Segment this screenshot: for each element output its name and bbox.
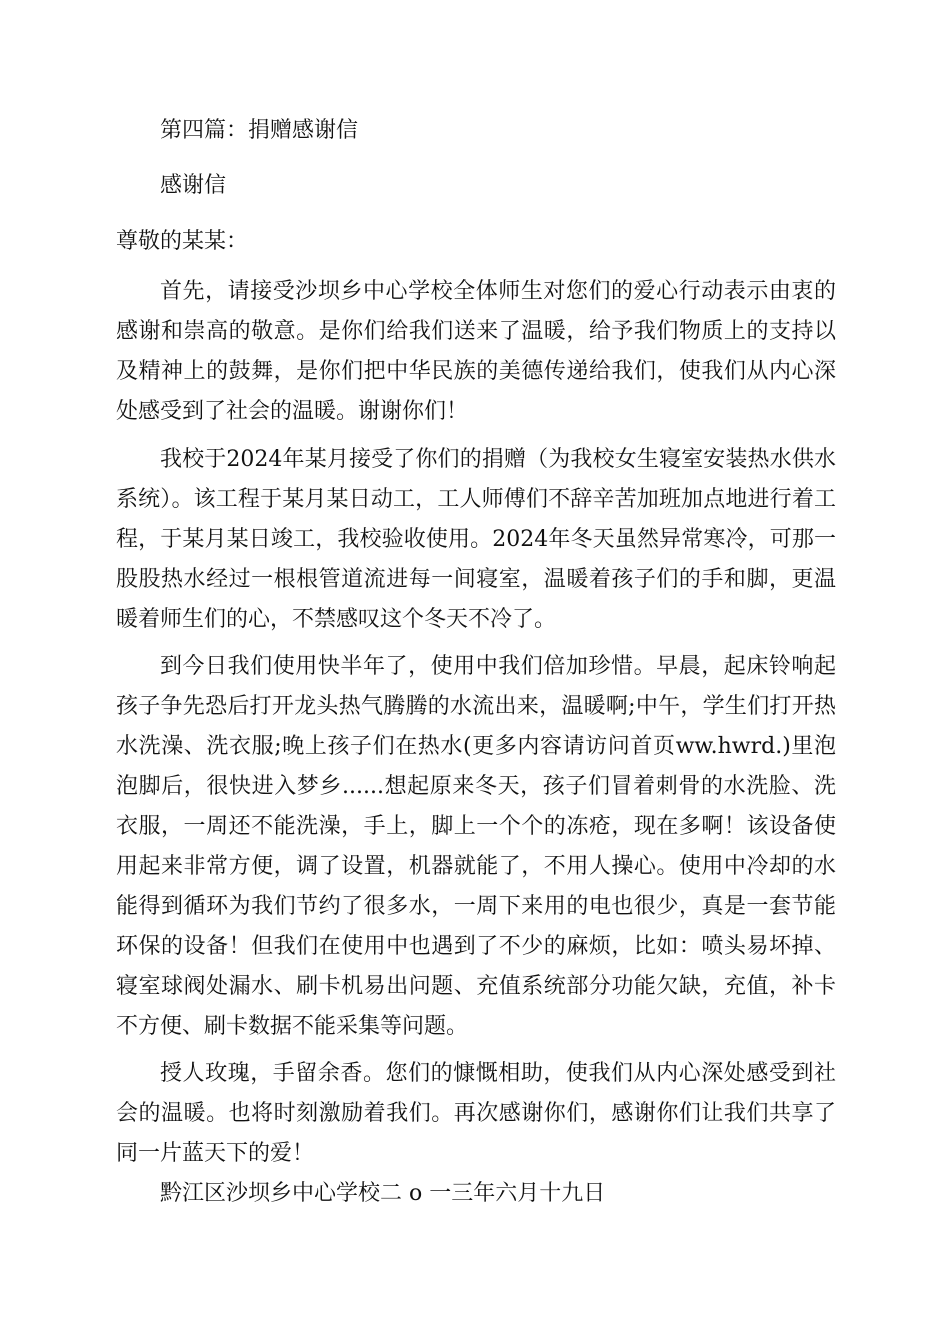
section-heading: 第四篇：捐赠感谢信: [160, 118, 359, 143]
paragraph-1: 首先，请接受沙坝乡中心学校全体师生对您们的爱心行动表示由衷的感谢和崇高的敬意。是你们给我们送来了温暖，给予我们物质上的支持以及精神上的鼓舞，是你们把中华民族的美德传递给我们，使我们从内心深处感受到了社会的温暖。谢谢你们！: [116, 279, 836, 424]
paragraph-3: 到今日我们使用快半年了，使用中我们倍加珍惜。早晨，起床铃响起孩子争先恐后打开龙头热气腾腾的水流出来，温暖啊;中午，学生们打开热水洗澡、洗衣服;晚上孩子们在热水(更多内容请访问首页ww.hwrd.)里泡泡脚后，很快进入梦乡......想起原来冬天，孩子们冒着刺骨的水洗脸、洗衣服，一周还不能洗澡，手上，脚上一个个的冻疮，现在多啊！该设备使用起来非常方便，调了设置，机器就能了，不用人操心。使用中冷却的水能得到循环为我们节约了很多水，一周下来用的电也很少，真是一套节能环保的设备！但我们在使用中也遇到了不少的麻烦，比如：喷头易坏掉、寝室球阀处漏水、刷卡机易出问题、充值系统部分功能欠缺，充值，补卡不方便、刷卡数据不能采集等问题。: [116, 654, 836, 1039]
paragraph-2: 我校于2024年某月接受了你们的捐赠（为我校女生寝室安装热水供水系统）。该工程于某月某日动工，工人师傅们不辞辛苦加班加点地进行着工程，于某月某日竣工，我校验收使用。2024年冬天虽然异常寒冷，可那一股股热水经过一根根管道流进每一间寝室，温暖着孩子们的手和脚，更温暖着师生们的心，不禁感叹这个冬天不冷了。: [116, 447, 836, 632]
letter-title: 感谢信: [160, 173, 227, 198]
salutation: 尊敬的某某：: [116, 229, 249, 254]
paragraph-4: 授人玫瑰，手留余香。您们的慷慨相助，使我们从内心深处感受到社会的温暖。也将时刻激励着我们。再次感谢你们，感谢你们让我们共享了同一片蓝天下的爱！: [116, 1061, 836, 1166]
signature-line: 黔江区沙坝乡中心学校二 o 一三年六月十九日: [160, 1181, 606, 1206]
